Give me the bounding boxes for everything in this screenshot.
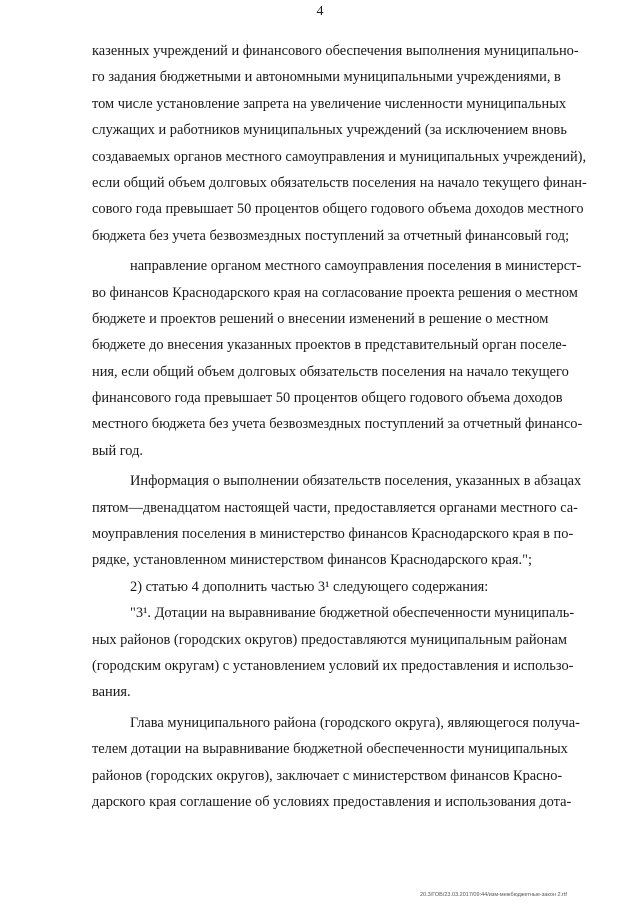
text-line: местного бюджета без учета безвозмездных поступлений за отчетный финансо- xyxy=(92,416,583,433)
text-line: сового года превышает 50 процентов общего годового объема доходов местного xyxy=(92,201,584,218)
text-line: пятом—двенадцатом настоящей части, предоставляется органами местного са- xyxy=(92,499,578,516)
text-line: если общий объем долговых обязательств поселения на начало текущего финан- xyxy=(92,174,587,191)
text-line: Глава муниципального района (городского округа), являющегося получа- xyxy=(130,714,580,731)
text-line: бюджета без учета безвозмездных поступлений за отчетный финансовый год; xyxy=(92,227,570,244)
page-number: 4 xyxy=(316,4,324,19)
text-line: казенных учреждений и финансового обеспечения выполнения муниципально- xyxy=(92,43,579,59)
text-line: направление органом местного самоуправления поселения в министерст- xyxy=(130,258,582,275)
text-line: во финансов Краснодарского края на согласование проекта решения о местном xyxy=(92,284,578,301)
text-line: 2) статью 4 дополнить частью 3¹ следующего содержания: xyxy=(130,578,489,595)
text-line: финансового года превышает 50 процентов общего годового объема доходов xyxy=(92,390,563,407)
text-line: рядке, установленном министерством финансов Краснодарского края."; xyxy=(92,552,532,569)
file-path-footer: 20.3/ГОВ/23.03.2017/09:44/изм-межбюджетные-закон 2.rtf xyxy=(420,892,567,898)
text-line: создаваемых органов местного самоуправления и муниципальных учреждений), xyxy=(92,148,587,165)
text-line: вания. xyxy=(92,684,131,701)
text-line: том числе установление запрета на увеличение численности муниципальных xyxy=(92,95,567,112)
text-line: Информация о выполнении обязательств поселения, указанных в абзацах xyxy=(130,473,582,490)
text-line: (городским округам) с установлением условий их предоставления и использо- xyxy=(92,657,574,674)
text-line: го задания бюджетными и автономными муниципальными учреждениями, в xyxy=(92,69,561,86)
document-body xyxy=(92,38,587,815)
text-line: "3¹. Дотации на выравнивание бюджетной обеспеченности муниципаль- xyxy=(130,605,575,622)
text-line: вый год. xyxy=(92,442,144,459)
text-line: бюджете и проектов решений о внесении изменений в решение о местном xyxy=(92,310,549,327)
text-line: ния, если общий объем долговых обязательств поселения на начало текущего xyxy=(92,363,569,380)
text-line: ных районов (городских округов) предоставляются муниципальным районам xyxy=(92,631,568,648)
text-line: служащих и работников муниципальных учреждений (за исключением вновь xyxy=(92,122,567,139)
text-line: дарского края соглашение об условиях предоставления и использования дота- xyxy=(92,793,572,810)
text-line: районов (городских округов), заключает с министерством финансов Красно- xyxy=(92,767,563,784)
text-line: бюджете до внесения указанных проектов в представительный орган поселе- xyxy=(92,337,567,354)
text-line: телем дотации на выравнивание бюджетной обеспеченности муниципальных xyxy=(92,741,568,758)
text-line: моуправления поселения в министерство финансов Краснодарского края в по- xyxy=(92,526,574,543)
